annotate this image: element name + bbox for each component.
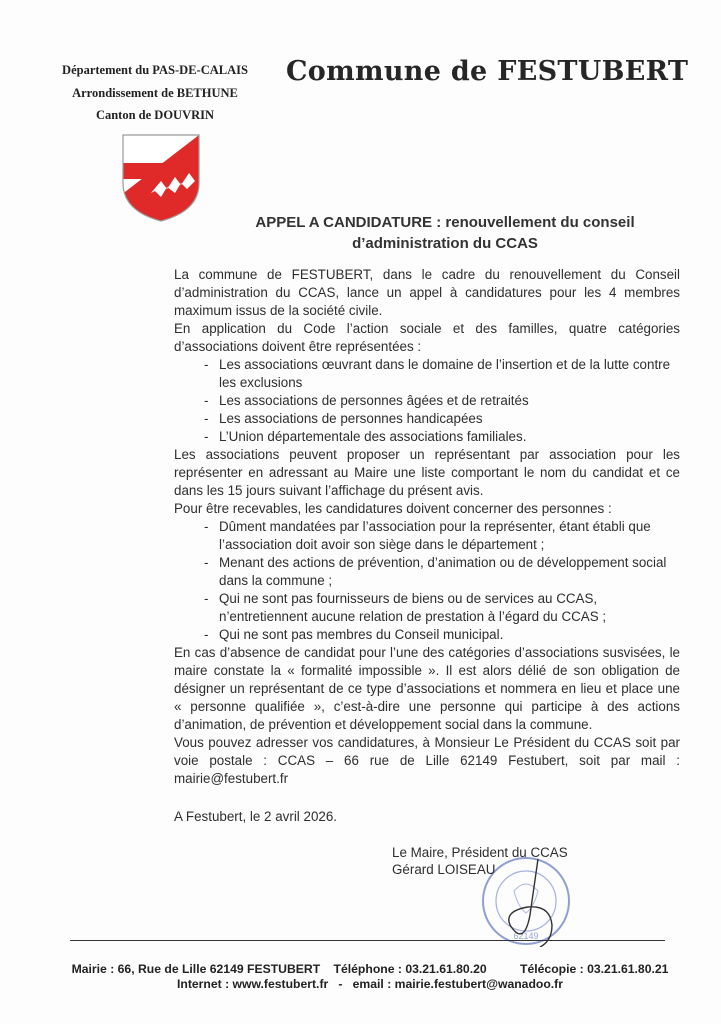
date-line: A Festubert, le 2 avril 2026. bbox=[174, 809, 338, 824]
proposal-paragraph: Les associations peuvent proposer un représentant par association pour les représenter en adressant au Maire une liste comportant le nom du candidat et ce dans les 15 jours suivant l’affichage du présent avis. bbox=[174, 447, 680, 498]
footer-address: Mairie : 66, Rue de Lille 62149 FESTUBERT bbox=[71, 962, 321, 976]
title-line-2: d’administration du CCAS bbox=[352, 235, 538, 252]
conditions-list bbox=[174, 518, 680, 644]
svg-text:62149: 62149 bbox=[513, 931, 539, 941]
absence-paragraph: En cas d’absence de candidat pour l’une des catégories d’associations susvisées, le maire constate la « formalité impossible ». Il est alors délié de son obligation de désigner un représentant de ce type d’associations et nommera en lieu et place une « personne qualifiée », c’est-à-dire une personne qui participe à des actions d’animation, de prévention et développement social dans la commune. bbox=[174, 645, 680, 732]
footer-separator: - bbox=[338, 977, 343, 991]
footer-fax: Télécopie : 03.21.61.80.21 bbox=[520, 962, 669, 976]
categories-list bbox=[174, 356, 680, 446]
categories-intro: En application du Code l’action sociale et des familles, quatre catégories d’associations doivent être représentées : bbox=[174, 321, 680, 354]
condition-item: - Dûment mandatées par l’association pour la représenter, étant établi que l’association doit avoir son siège dans le département ; bbox=[174, 518, 680, 554]
signatory-role: Le Maire, Président du CCAS bbox=[392, 845, 568, 860]
signatory-name: Gérard LOISEAU bbox=[392, 862, 496, 877]
document-body bbox=[174, 266, 680, 788]
footer-phone: Téléphone : 03.21.61.80.20 bbox=[333, 962, 487, 976]
category-item: - Les associations de personnes handicapées bbox=[174, 410, 680, 428]
title-line-1: APPEL A CANDIDATURE : renouvellement du conseil bbox=[255, 214, 635, 231]
coat-of-arms-icon bbox=[121, 133, 201, 223]
department-label: Département du PAS-DE-CALAIS bbox=[62, 63, 248, 77]
conditions-intro: Pour être recevables, les candidatures doivent concerner des personnes : bbox=[174, 501, 612, 516]
footer-website[interactable]: Internet : www.festubert.fr bbox=[177, 977, 329, 991]
signature-block bbox=[392, 844, 568, 878]
footer-line-1 bbox=[40, 962, 700, 976]
document-title bbox=[200, 212, 690, 254]
category-item: - Les associations de personnes âgées et de retraités bbox=[174, 392, 680, 410]
category-item: - Les associations œuvrant dans le domaine de l’insertion et de la lutte contre les exclusions bbox=[174, 356, 680, 392]
condition-item: - Menant des actions de prévention, d’animation ou de développement social dans la commune ; bbox=[174, 554, 680, 590]
condition-item: - Qui ne sont pas membres du Conseil municipal. bbox=[174, 626, 680, 644]
intro-paragraph: La commune de FESTUBERT, dans le cadre du renouvellement du Conseil d’administration du CCAS, lance un appel à candidatures pour les 4 membres maximum issus de la société civile. bbox=[174, 267, 680, 318]
footer-email[interactable]: email : mairie.festubert@wanadoo.fr bbox=[352, 977, 563, 991]
category-item: - L’Union départementale des associations familiales. bbox=[174, 428, 680, 446]
footer-divider bbox=[70, 940, 665, 941]
contact-paragraph: Vous pouvez adresser vos candidatures, à Monsieur Le Président du CCAS soit par voie postale : CCAS – 66 rue de Lille 62149 Festubert, soit par mail : mairie@festubert.fr bbox=[174, 735, 680, 786]
footer-line-2 bbox=[40, 977, 700, 991]
arrondissement-label: Arrondissement de BETHUNE bbox=[72, 86, 238, 100]
canton-label: Canton de DOUVRIN bbox=[95, 108, 215, 122]
commune-title: Commune de FESTUBERT bbox=[286, 56, 689, 87]
condition-item: - Qui ne sont pas fournisseurs de biens ou de services au CCAS, n’entretiennent aucune relation de prestation à l’égard du CCAS ; bbox=[174, 590, 680, 626]
